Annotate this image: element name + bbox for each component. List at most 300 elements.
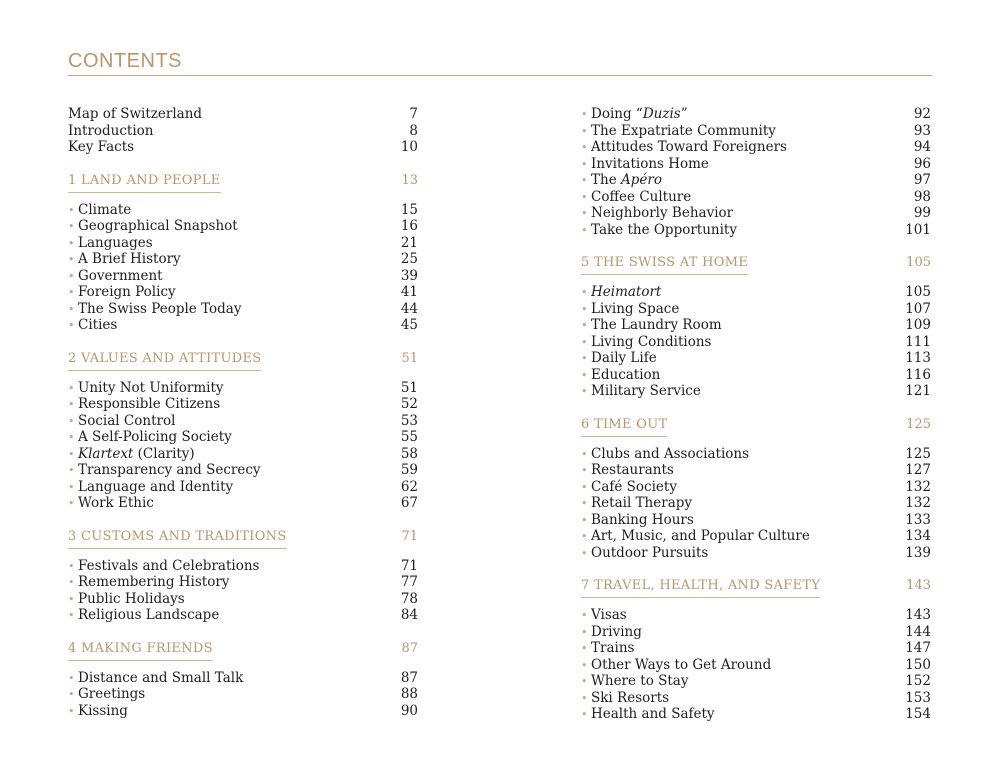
entry-title: [581, 123, 776, 141]
entry-title-text: Map of Switzerland: [68, 106, 203, 122]
toc-entry[interactable]: [581, 462, 931, 479]
entry-title-text: Languages: [78, 234, 153, 251]
bullet-icon: •: [581, 480, 588, 494]
entry-page-number: 105: [905, 284, 931, 300]
entry-page-number: 87: [400, 669, 418, 686]
toc-entry[interactable]: [68, 301, 418, 318]
entry-page-number: 39: [400, 267, 418, 284]
toc-section-heading[interactable]: [581, 417, 931, 439]
entry-page-number: 121: [905, 383, 931, 399]
entry-title-text: Military Service: [591, 383, 701, 399]
entry-title: [581, 172, 662, 190]
toc-entry[interactable]: [581, 479, 931, 496]
title-divider: [68, 75, 932, 76]
entry-title: [68, 218, 238, 236]
entry-title-text: Driving: [591, 623, 642, 640]
entry-title-text: Work Ethic: [78, 495, 154, 511]
entry-title-text: Neighborly Behavior: [591, 205, 734, 221]
entry-title: [68, 429, 232, 447]
entry-title-text: Café Society: [591, 478, 677, 495]
entry-page-number: 94: [913, 139, 931, 155]
entry-page-number: 10: [400, 139, 418, 155]
toc-entry[interactable]: [581, 317, 931, 334]
toc-entry[interactable]: [581, 383, 931, 400]
toc-entry[interactable]: [581, 545, 931, 562]
toc-entry[interactable]: [581, 640, 931, 657]
bullet-icon: •: [581, 124, 588, 138]
bullet-icon: •: [581, 497, 588, 510]
entry-title-text: Doing “Duzis”: [591, 106, 688, 122]
entry-page-number: 93: [913, 122, 931, 139]
bullet-icon: •: [68, 480, 75, 494]
entry-title: [68, 462, 261, 480]
entry-page-number: 41: [400, 284, 418, 300]
entry-title: [68, 380, 224, 398]
entry-title-italic: Heimatort: [591, 284, 662, 300]
entry-title-text: Distance and Small Talk: [78, 669, 244, 686]
bullet-icon: •: [581, 174, 588, 187]
toc-entry[interactable]: [68, 235, 418, 252]
toc-entry[interactable]: [581, 673, 931, 690]
entry-title: [581, 624, 642, 642]
entry-page-number: 97: [913, 172, 931, 188]
entry-title-text: Health and Safety: [591, 706, 715, 722]
bullet-icon: •: [68, 447, 75, 461]
section-page-number: 143: [906, 578, 931, 593]
bullet-icon: •: [68, 671, 75, 685]
entry-page-number: 144: [905, 623, 931, 640]
toc-entry[interactable]: [68, 413, 418, 430]
entry-title: [68, 268, 163, 286]
entry-title-text: Retail Therapy: [591, 495, 693, 511]
bullet-icon: •: [68, 302, 75, 316]
bullet-icon: •: [68, 269, 75, 283]
entry-page-number: 101: [905, 221, 931, 238]
entry-page-number: 8: [409, 122, 418, 139]
entry-page-number: 147: [905, 640, 931, 656]
entry-page-number: 88: [400, 686, 418, 702]
toc-section-heading[interactable]: [68, 641, 418, 663]
entry-title: [68, 123, 154, 140]
bullet-icon: •: [581, 385, 588, 398]
entry-title-text: Art, Music, and Popular Culture: [591, 528, 810, 544]
toc-entry[interactable]: [68, 268, 418, 285]
bullet-icon: •: [68, 431, 75, 444]
entry-title: [581, 189, 691, 207]
bullet-icon: •: [581, 368, 588, 382]
bullet-icon: •: [581, 223, 588, 237]
entry-page-number: 152: [905, 673, 931, 689]
entry-title: [68, 479, 233, 497]
entry-title-text: Restaurants: [591, 462, 674, 478]
entry-page-number: 55: [400, 429, 418, 445]
toc-entry[interactable]: [68, 670, 418, 687]
bullet-icon: •: [581, 447, 588, 461]
entry-title-text: Climate: [78, 201, 132, 218]
entry-page-number: 51: [400, 379, 418, 396]
toc-entry[interactable]: [581, 222, 931, 239]
toc-entry[interactable]: [68, 703, 418, 720]
toc-column-left: [68, 106, 418, 719]
entry-title: [68, 495, 154, 513]
entry-title-text: The Laundry Room: [591, 317, 722, 333]
entry-title-text: A Brief History: [78, 251, 181, 267]
entry-title-text: Cities: [78, 317, 118, 333]
bullet-icon: •: [581, 319, 588, 332]
entry-title-text: Remembering History: [78, 574, 230, 590]
entry-title: [581, 367, 660, 385]
bullet-icon: •: [581, 207, 588, 220]
toc-entry[interactable]: [68, 251, 418, 268]
entry-title-text: Trains: [591, 640, 635, 656]
toc-entry[interactable]: [68, 462, 418, 479]
entry-title: [68, 413, 175, 431]
toc-entry[interactable]: [68, 139, 418, 156]
entry-title: [581, 462, 674, 480]
section-page-number: 87: [401, 640, 418, 656]
entry-title: [581, 528, 810, 546]
bullet-icon: •: [581, 530, 588, 543]
toc-entry[interactable]: [581, 657, 931, 674]
bullet-icon: •: [68, 236, 75, 250]
bullet-icon: •: [581, 658, 588, 672]
toc-entry[interactable]: [581, 156, 931, 173]
section-page-number: 125: [906, 416, 931, 432]
entry-title-text: Other Ways to Get Around: [591, 656, 772, 673]
entry-title: [68, 558, 259, 576]
entry-title-text: Geographical Snapshot: [78, 218, 238, 234]
toc-entry[interactable]: [581, 367, 931, 384]
bullet-icon: •: [581, 190, 588, 204]
entry-title-text: Banking Hours: [591, 511, 694, 528]
bullet-icon: •: [581, 108, 588, 121]
toc-entry[interactable]: [581, 512, 931, 529]
entry-title-text: Transparency and Secrecy: [78, 462, 261, 478]
entry-title-text: Government: [78, 267, 163, 284]
toc-section-heading[interactable]: [68, 173, 418, 195]
bullet-icon: •: [68, 592, 75, 606]
entry-page-number: 77: [400, 574, 418, 590]
entry-title: [581, 334, 711, 352]
entry-title-text: Daily Life: [591, 350, 657, 366]
toc-entry[interactable]: [68, 380, 418, 397]
entry-title: [581, 706, 715, 724]
entry-title-text: Education: [591, 366, 661, 383]
entry-page-number: 84: [400, 607, 418, 623]
entry-title-text: [591, 284, 661, 301]
entry-title: [581, 156, 709, 174]
entry-title-italic: Apéro: [620, 172, 662, 188]
toc-section-heading[interactable]: [68, 529, 418, 551]
toc-entry[interactable]: [581, 106, 931, 123]
bullet-icon: •: [68, 381, 75, 395]
section-title: 5 THE SWISS AT HOME: [581, 255, 748, 275]
entry-title-text: Greetings: [78, 686, 146, 702]
bullet-icon: •: [581, 546, 588, 560]
toc-entry[interactable]: [581, 624, 931, 641]
bullet-icon: •: [581, 625, 588, 639]
toc-section-heading[interactable]: [581, 578, 931, 600]
entry-page-number: 92: [913, 106, 931, 122]
entry-title-text: Public Holidays: [78, 590, 185, 607]
section-title: 3 CUSTOMS AND TRADITIONS: [68, 529, 287, 549]
bullet-icon: •: [581, 609, 588, 622]
entry-title-text: Unity Not Uniformity: [78, 379, 224, 396]
entry-page-number: 107: [905, 300, 931, 317]
bullet-icon: •: [68, 286, 75, 299]
bullet-icon: •: [581, 157, 588, 171]
entry-title-text: Living Space: [591, 300, 680, 317]
entry-title: [68, 251, 181, 269]
entry-page-number: 113: [905, 350, 931, 366]
bullet-icon: •: [68, 203, 75, 217]
entry-title: [581, 301, 679, 319]
entry-page-number: 133: [905, 511, 931, 528]
toc-entry[interactable]: [68, 607, 418, 624]
section-title: 6 TIME OUT: [581, 417, 667, 437]
bullet-icon: •: [581, 642, 588, 655]
toc-entry[interactable]: [581, 446, 931, 463]
entry-title: [68, 235, 153, 253]
entry-title-text: Living Conditions: [591, 333, 712, 350]
entry-title: [581, 479, 677, 497]
entry-title: [581, 495, 692, 513]
entry-title: [68, 202, 131, 220]
entry-page-number: 134: [905, 528, 931, 544]
bullet-icon: •: [68, 398, 75, 411]
entry-title-text: Foreign Policy: [78, 284, 176, 300]
bullet-icon: •: [581, 286, 588, 299]
bullet-icon: •: [68, 319, 75, 332]
toc-entry[interactable]: [68, 284, 418, 301]
entry-title-text: Clubs and Associations: [591, 445, 750, 462]
entry-title: [581, 640, 634, 658]
entry-title-text: Attitudes Toward Foreigners: [591, 139, 787, 155]
toc-section-heading[interactable]: [581, 255, 931, 277]
entry-title-italic: Duzis: [642, 106, 681, 122]
bullet-icon: •: [581, 302, 588, 316]
entry-title-text: Religious Landscape: [78, 607, 220, 623]
toc-entry[interactable]: [68, 446, 418, 463]
toc-entry[interactable]: [68, 686, 418, 703]
entry-title-text: The Swiss People Today: [78, 300, 242, 317]
entry-page-number: 127: [905, 462, 931, 478]
entry-title: [68, 396, 220, 414]
bullet-icon: •: [581, 141, 588, 154]
entry-page-number: 109: [905, 317, 931, 333]
entry-title: [581, 673, 689, 691]
entry-title: [68, 670, 243, 688]
toc-entry[interactable]: [581, 334, 931, 351]
entry-page-number: 78: [400, 590, 418, 607]
entry-page-number: 7: [409, 106, 418, 122]
entry-page-number: 62: [400, 478, 418, 495]
entry-title: [581, 545, 708, 563]
entry-title-text: Klartext (Clarity): [78, 445, 195, 462]
bullet-icon: •: [68, 220, 75, 233]
entry-title-text: Language and Identity: [78, 478, 234, 495]
section-page-number: 105: [906, 255, 931, 270]
entry-title-italic: Klartext: [78, 445, 134, 462]
toc-entry[interactable]: [581, 189, 931, 206]
entry-title: [581, 317, 722, 335]
entry-page-number: 111: [905, 333, 931, 350]
entry-title-text: The Expatriate Community: [591, 122, 776, 139]
toc-entry[interactable]: [581, 528, 931, 545]
entry-title: [581, 139, 787, 157]
toc-entry[interactable]: [68, 495, 418, 512]
section-page-number: 51: [401, 350, 418, 366]
toc-entry[interactable]: [581, 205, 931, 222]
toc-entry[interactable]: [581, 607, 931, 624]
entry-page-number: 98: [913, 188, 931, 205]
bullet-icon: •: [68, 253, 75, 266]
entry-page-number: 67: [400, 495, 418, 511]
entry-title: [68, 301, 241, 319]
entry-title-text: Festivals and Celebrations: [78, 557, 260, 574]
toc-entry[interactable]: [68, 123, 418, 140]
entry-page-number: 59: [400, 462, 418, 478]
section-title: 2 VALUES AND ATTITUDES: [68, 351, 261, 371]
entry-title: [581, 607, 627, 625]
section-page-number: 13: [401, 172, 418, 188]
entry-title: [68, 317, 117, 335]
bullet-icon: •: [581, 335, 588, 349]
entry-page-number: 153: [905, 689, 931, 706]
bullet-icon: •: [68, 688, 75, 701]
toc-entry[interactable]: [68, 591, 418, 608]
bullet-icon: •: [581, 691, 588, 705]
entry-title-text: Where to Stay: [591, 673, 689, 689]
entry-page-number: 139: [905, 544, 931, 561]
entry-title: [581, 446, 749, 464]
section-title: 7 TRAVEL, HEALTH, AND SAFETY: [581, 578, 820, 598]
page-title: CONTENTS: [68, 50, 182, 72]
entry-title: [68, 139, 134, 156]
entry-title-text: Visas: [591, 607, 627, 623]
toc-entry[interactable]: [68, 479, 418, 496]
entry-page-number: 45: [400, 317, 418, 333]
entry-page-number: 52: [400, 396, 418, 412]
toc-entry[interactable]: [68, 202, 418, 219]
entry-title-text: Outdoor Pursuits: [591, 544, 709, 561]
bullet-icon: •: [68, 464, 75, 477]
toc-entry[interactable]: [68, 106, 418, 123]
entry-title: [68, 607, 219, 625]
entry-page-number: 154: [905, 706, 931, 722]
entry-page-number: 132: [905, 478, 931, 495]
toc-entry[interactable]: [68, 429, 418, 446]
entry-title-text: Kissing: [78, 702, 128, 719]
entry-page-number: 53: [400, 412, 418, 429]
toc-entry[interactable]: [581, 495, 931, 512]
bullet-icon: •: [581, 464, 588, 477]
entry-title: [68, 284, 176, 302]
bullet-icon: •: [68, 576, 75, 589]
entry-title-text: Introduction: [68, 122, 154, 139]
toc-entry[interactable]: [68, 317, 418, 334]
entry-title: [581, 690, 669, 708]
entry-page-number: 25: [400, 251, 418, 267]
entry-title: [581, 284, 661, 302]
entry-title-text: Key Facts: [68, 139, 135, 155]
entry-title-text: Invitations Home: [591, 155, 709, 172]
entry-page-number: 116: [905, 366, 931, 383]
toc-entry[interactable]: [581, 706, 931, 723]
entry-title: [581, 383, 701, 401]
toc-entry[interactable]: [68, 558, 418, 575]
bullet-icon: •: [68, 704, 75, 718]
bullet-icon: •: [68, 559, 75, 573]
entry-title-text: Responsible Citizens: [78, 396, 221, 412]
entry-title: [581, 106, 688, 124]
entry-page-number: 143: [905, 607, 931, 623]
toc-entry[interactable]: [581, 350, 931, 367]
entry-title: [581, 657, 771, 675]
section-page-number: 71: [401, 528, 418, 544]
bullet-icon: •: [581, 513, 588, 527]
toc-entry[interactable]: [581, 139, 931, 156]
section-title: 4 MAKING FRIENDS: [68, 641, 213, 661]
entry-page-number: 150: [905, 656, 931, 673]
entry-title: [581, 205, 733, 223]
entry-page-number: 44: [400, 300, 418, 317]
bullet-icon: •: [581, 708, 588, 721]
entry-page-number: 125: [905, 445, 931, 462]
section-title: 1 LAND AND PEOPLE: [68, 173, 221, 193]
entry-page-number: 71: [400, 557, 418, 574]
toc-entry[interactable]: [68, 574, 418, 591]
entry-page-number: 132: [905, 495, 931, 511]
entry-title-text: The Apéro: [591, 172, 662, 188]
bullet-icon: •: [581, 675, 588, 688]
toc-entry[interactable]: [581, 123, 931, 140]
entry-title-text: Coffee Culture: [591, 188, 692, 205]
toc-entry[interactable]: [581, 301, 931, 318]
toc-section-heading[interactable]: [68, 351, 418, 373]
entry-page-number: 16: [400, 218, 418, 234]
bullet-icon: •: [68, 609, 75, 622]
entry-title: [68, 106, 202, 123]
entry-title: [68, 574, 229, 592]
toc-entry[interactable]: [581, 284, 931, 301]
entry-page-number: 99: [913, 205, 931, 221]
entry-title-text: A Self-Policing Society: [78, 429, 232, 445]
entry-title: [581, 222, 737, 240]
entry-page-number: 58: [400, 445, 418, 462]
entry-title: [68, 686, 145, 704]
toc-entry[interactable]: [581, 690, 931, 707]
toc-entry[interactable]: [68, 396, 418, 413]
entry-title: [68, 703, 128, 721]
toc-entry[interactable]: [68, 218, 418, 235]
entry-title-text: Social Control: [78, 412, 176, 429]
entry-title-text: Ski Resorts: [591, 689, 670, 706]
bullet-icon: •: [581, 352, 588, 365]
entry-page-number: 21: [400, 234, 418, 251]
bullet-icon: •: [68, 414, 75, 428]
toc-entry[interactable]: [581, 172, 931, 189]
entry-title: [68, 446, 195, 464]
entry-title: [68, 591, 185, 609]
entry-title: [581, 512, 694, 530]
entry-title-text: Take the Opportunity: [591, 221, 737, 238]
entry-page-number: 96: [913, 155, 931, 172]
bullet-icon: •: [68, 497, 75, 510]
entry-page-number: 90: [400, 702, 418, 719]
entry-title: [581, 350, 657, 368]
toc-column-right: [581, 106, 931, 723]
